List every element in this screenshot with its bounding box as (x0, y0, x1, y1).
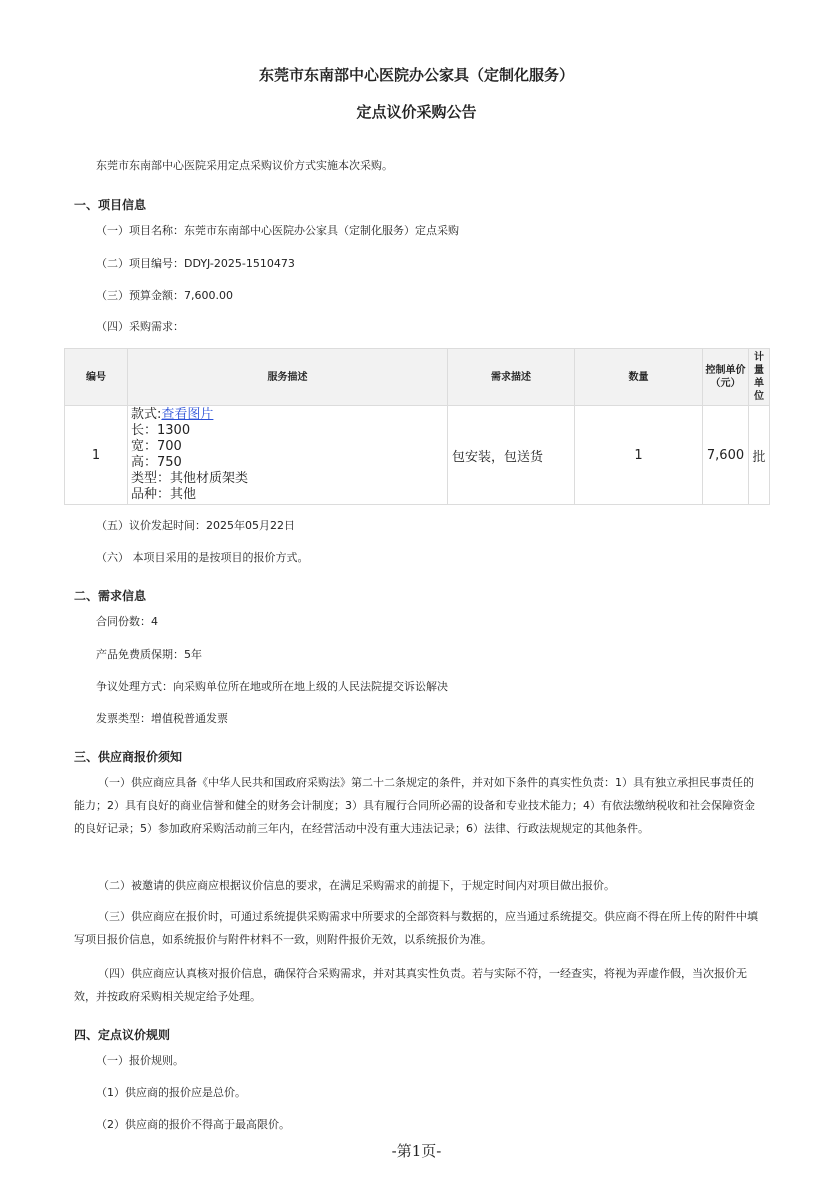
cell-price: 7,600 (703, 406, 749, 505)
section2-heading: 二、需求信息 (74, 589, 147, 603)
requirements-table (64, 348, 770, 505)
section4-heading: 四、定点议价规则 (74, 1028, 171, 1042)
section3-heading: 三、供应商报价须知 (74, 750, 183, 764)
contract-copies: 合同份数：4 (96, 615, 158, 628)
requirements-label: （四）采购需求： (96, 320, 184, 333)
invoice-type: 发票类型：增值税普通发票 (96, 712, 228, 725)
table-row (65, 406, 770, 505)
notice-paragraph-3: （三）供应商应在报价时，可通过系统提供采购需求中所要求的全部资料与数据的，应当通过系统提交。供应商不得在所上传的附件中填写项目报价信息，如系统报价与附件材料不一致，则附件报价无效，以系统报价为准。 (74, 910, 758, 946)
col-header-need: 需求描述 (448, 349, 575, 406)
cell-service-desc (128, 406, 448, 505)
variety-line: 品种：其他 (131, 487, 197, 502)
cell-need-desc: 包安装，包送货 (448, 406, 575, 505)
length-line: 长：1300 (131, 423, 191, 438)
col-header-price: 控制单价（元） (703, 349, 749, 406)
style-line (131, 407, 445, 423)
section1-heading: 一、项目信息 (74, 198, 147, 212)
rule-1: （一）报价规则。 (96, 1054, 184, 1067)
cell-unit: 批 (749, 406, 770, 505)
quote-method: （六） 本项目采用的是按项目的报价方式。 (96, 551, 309, 564)
col-header-no: 编号 (65, 349, 128, 406)
notice-paragraph-2: （二）被邀请的供应商应根据议价信息的要求，在满足采购需求的前提下，于规定时间内对项目做出报价。 (98, 879, 615, 892)
col-header-unit: 计量单位 (749, 349, 770, 406)
col-header-service: 服务描述 (128, 349, 448, 406)
table-header-row (65, 349, 770, 406)
type-line: 类型：其他材质架类 (131, 471, 249, 486)
view-image-link[interactable]: 查看图片 (161, 407, 214, 422)
page-number: -第1页- (391, 1142, 442, 1160)
budget-amount: （三）预算金额：7,600.00 (96, 289, 233, 302)
document-subtitle: 定点议价采购公告 (356, 103, 477, 121)
rule-3: （2）供应商的报价不得高于最高限价。 (96, 1118, 290, 1131)
intro-text: 东莞市东南部中心医院采用定点采购议价方式实施本次采购。 (96, 159, 393, 172)
project-name: （一）项目名称：东莞市东南部中心医院办公家具（定制化服务）定点采购 (96, 224, 459, 237)
start-time: （五）议价发起时间：2025年05月22日 (96, 519, 295, 532)
height-line: 高：750 (131, 455, 182, 470)
cell-no: 1 (65, 406, 128, 505)
warranty-period: 产品免费质保期：5年 (96, 648, 202, 661)
document-title: 东莞市东南部中心医院办公家具（定制化服务） (258, 66, 574, 84)
dispute-method: 争议处理方式：向采购单位所在地或所在地上级的人民法院提交诉讼解决 (96, 680, 448, 693)
cell-qty: 1 (575, 406, 703, 505)
notice-paragraph-1: （一）供应商应具备《中华人民共和国政府采购法》第二十二条规定的条件，并对如下条件的真实性负责：1）具有独立承担民事责任的能力；2）具有良好的商业信誉和健全的财务会计制度；3）具有履行合同所必需的设备和专业技术能力；4）有依法缴纳税收和社会保障资金的良好记录；5）参加政府采购活动前三年内，在经营活动中没有重大违法记录；6）法律、行政法规规定的其他条件。 (74, 776, 755, 835)
notice-paragraph-4: （四）供应商应认真核对报价信息，确保符合采购需求，并对其真实性负责。若与实际不符，一经查实，将视为弄虚作假，当次报价无效，并按政府采购相关规定给予处理。 (74, 967, 747, 1003)
rule-2: （1）供应商的报价应是总价。 (96, 1086, 246, 1099)
width-line: 宽：700 (131, 439, 182, 454)
style-label: 款式: (131, 407, 162, 422)
project-number: （二）项目编号：DDYJ-2025-1510473 (96, 257, 295, 270)
col-header-qty: 数量 (575, 349, 703, 406)
